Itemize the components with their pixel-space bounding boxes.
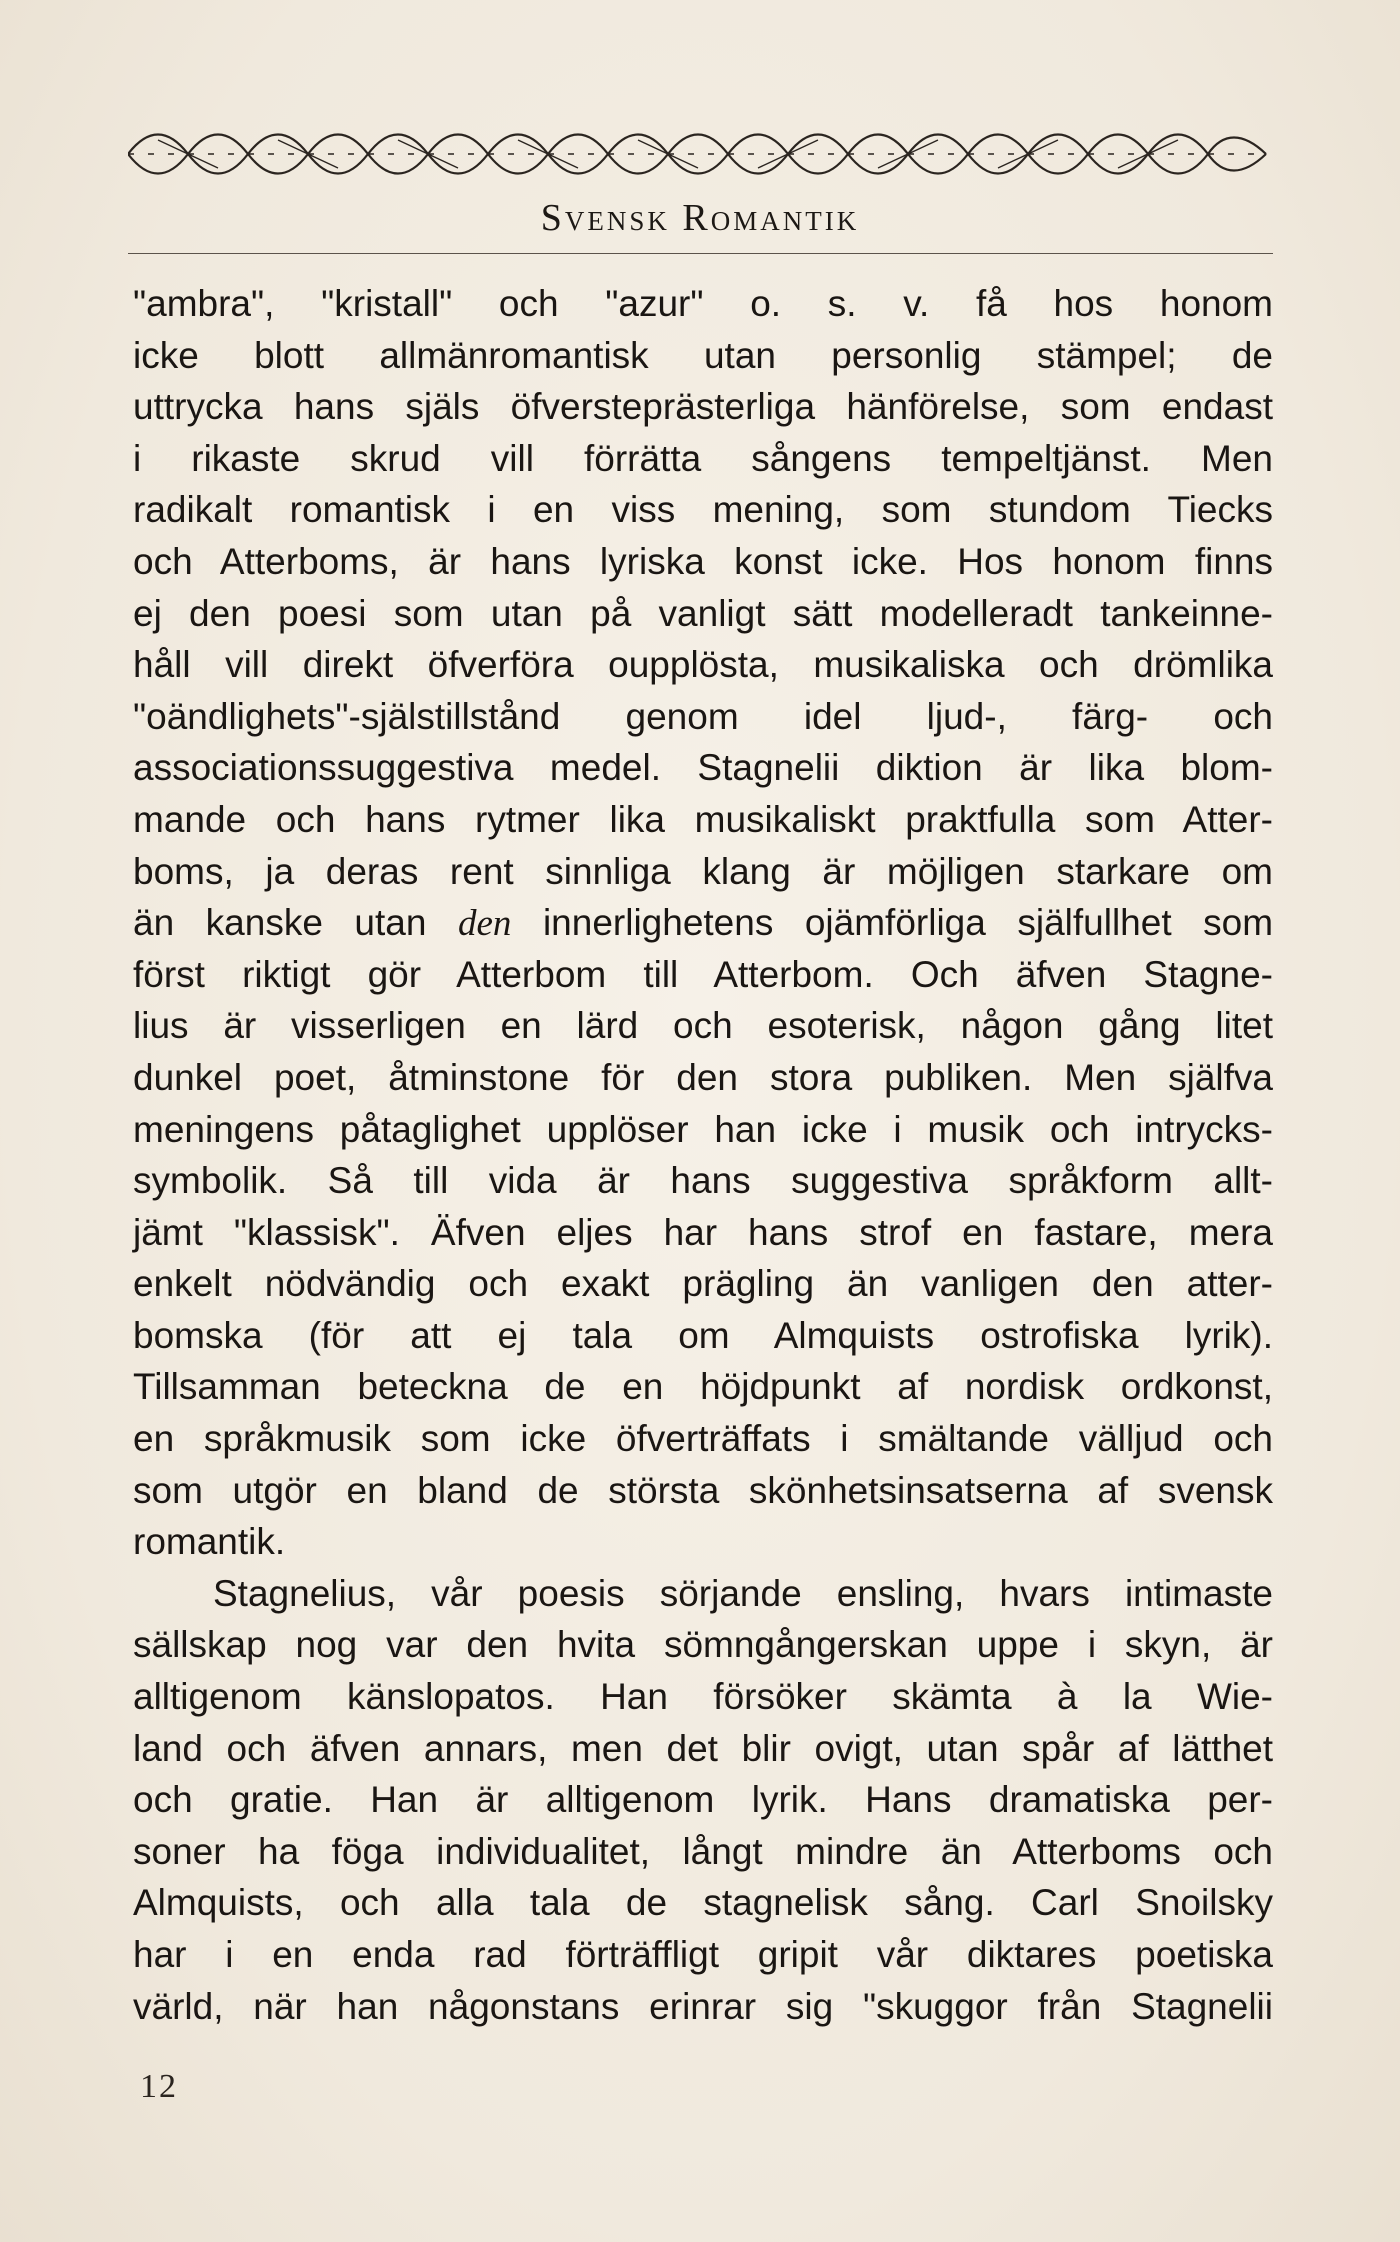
text-line: sällskap nog var den hvita sömngångerskan uppe i skyn, är: [133, 1624, 1273, 1666]
text-line: "ambra", "kristall" och "azur" o. s. v. få hos honom: [133, 283, 1273, 324]
text-line: meningens påtaglighet upplöser han icke i musik och intrycks-: [133, 1108, 1273, 1150]
text-segment: än kanske utan: [133, 902, 427, 944]
paragraph-end-line: romantik.: [133, 1521, 286, 1563]
text-line: bomska (för att ej tala om Almquists ostrofiska lyrik).: [133, 1314, 1273, 1356]
text-line: Tillsamman beteckna de en höjdpunkt af nordisk ordkonst,: [133, 1366, 1273, 1408]
page-number: 12: [140, 2068, 178, 2105]
text-line: och gratie. Han är alltigenom lyrik. Hans dramatiska per-: [133, 1779, 1273, 1821]
text-line: i rikaste skrud vill förrätta sångens tempeltjänst. Men: [133, 437, 1273, 479]
text-line: land och äfven annars, men det blir ovigt, utan spår af lätthet: [133, 1727, 1273, 1769]
text-line: och Atterboms, är hans lyriska konst icke. Hos honom finns: [133, 540, 1273, 582]
text-line: associationssuggestiva medel. Stagnelii diktion är lika blom-: [133, 747, 1273, 789]
text-line: lius är visserligen en lärd och esoterisk, någon gång litet: [133, 1005, 1273, 1047]
text-line: värld, när han någonstans erinrar sig "skuggor från Stagnelii: [133, 1985, 1273, 2027]
text-line: symbolik. Så till vida är hans suggestiva språkform allt-: [133, 1160, 1273, 1202]
text-line: boms, ja deras rent sinnliga klang är möjligen starkare om: [133, 850, 1273, 892]
text-line: ej den poesi som utan på vanligt sätt modelleradt tankeinne-: [133, 592, 1273, 634]
text-line: Almquists, och alla tala de stagnelisk sång. Carl Snoilsky: [133, 1882, 1273, 1924]
text-line: icke blott allmänromantisk utan personlig stämpel; de: [133, 334, 1273, 376]
page-body-text: [133, 278, 1273, 2032]
text-line: jämt "klassisk". Äfven eljes har hans strof en fastare, mera: [133, 1211, 1273, 1253]
text-line: dunkel poet, åtminstone för den stora publiken. Men själfva: [133, 1056, 1273, 1098]
text-line-with-italic: [133, 897, 1273, 949]
text-line: "oändlighets"-själstillstånd genom idel ljud-, färg- och: [133, 695, 1273, 737]
text-line: håll vill direkt öfverföra oupplösta, musikaliska och drömlika: [133, 644, 1273, 686]
text-line: soner ha föga individualitet, långt mindre än Atterboms och: [133, 1830, 1273, 1872]
paragraph-start-line: Stagnelius, vår poesis sörjande ensling, hvars intimaste: [213, 1572, 1273, 1614]
text-line: har i en enda rad förträffligt gripit vår diktares poetiska: [133, 1934, 1273, 1975]
text-line: enkelt nödvändig och exakt prägling än vanligen den atter-: [133, 1263, 1273, 1305]
text-line: först riktigt gör Atterbom till Atterbom. Och äfven Stagne-: [133, 953, 1273, 995]
running-head-title: Svensk Romantik: [540, 197, 860, 239]
italic-emphasis: den: [457, 903, 512, 945]
decorative-ornament-band: [128, 118, 1268, 190]
text-line: uttrycka hans själs öfversteprästerliga hänförelse, som endast: [133, 386, 1273, 428]
text-segment: innerlighetens ojämförliga själfullhet som: [542, 902, 1274, 944]
header-rule-divider: [128, 253, 1273, 254]
text-line: alltigenom känslopatos. Han försöker skämta à la Wie-: [133, 1676, 1273, 1718]
text-line: en språkmusik som icke öfverträffats i smältande välljud och: [133, 1418, 1273, 1460]
text-line: mande och hans rytmer lika musikaliskt praktfulla som Atter-: [133, 798, 1273, 840]
text-line: som utgör en bland de största skönhetsinsatserna af svensk: [133, 1469, 1273, 1511]
text-line: radikalt romantisk i en viss mening, som stundom Tiecks: [133, 489, 1273, 531]
